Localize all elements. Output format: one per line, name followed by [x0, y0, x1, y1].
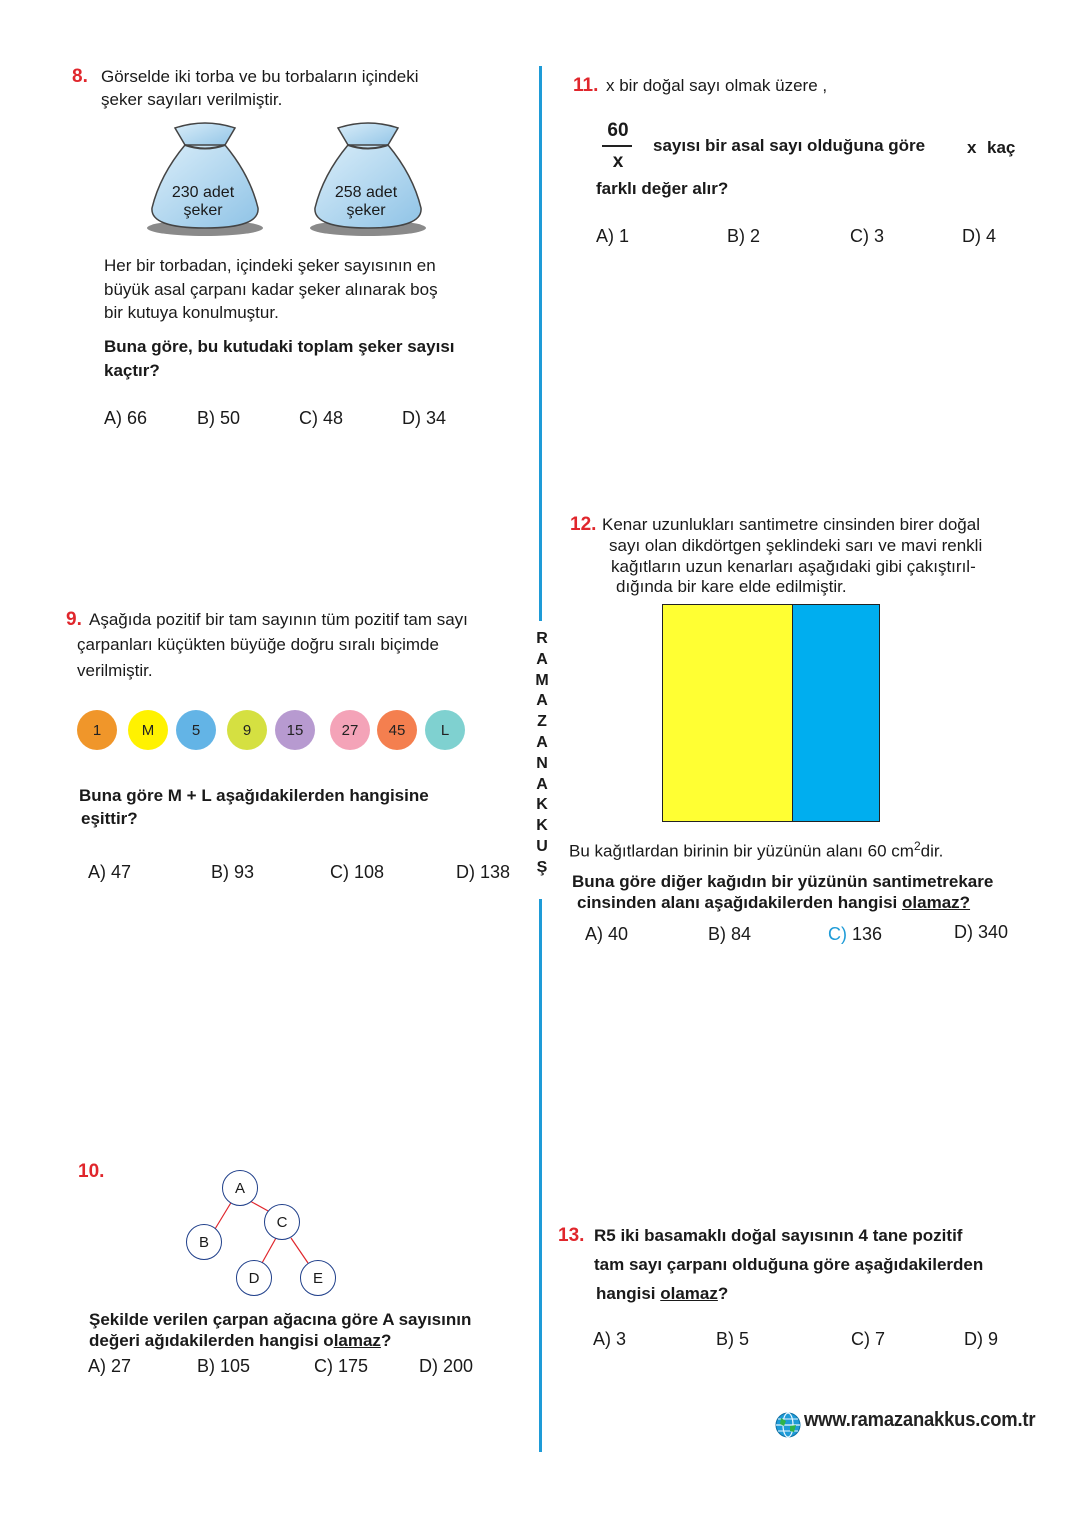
q12-option-c[interactable]	[828, 924, 882, 945]
q11-option-a[interactable]: A) 1	[596, 226, 630, 246]
vertical-brand-letter: M	[535, 671, 549, 689]
q11-fraction-denominator: x	[612, 151, 624, 172]
q8-body-line2: büyük asal çarpanı kadar şeker alınarak boş	[104, 280, 438, 299]
q8-option-d[interactable]: D) 34	[402, 408, 447, 428]
q12-text-line2: sayı olan dikdörtgen şeklindeki sarı ve mavi renkli	[609, 536, 983, 555]
q9-text-line3: verilmiştir.	[77, 661, 153, 680]
q8-body-line1: Her bir torbadan, içindeki şeker sayısının en	[104, 256, 436, 275]
q13-option-b[interactable]: B) 5	[716, 1329, 750, 1349]
q11-variable-x: x	[967, 138, 977, 157]
q9-text-line1: Aşağıda pozitif bir tam sayının tüm pozitif tam sayı	[89, 610, 468, 629]
q8-number: 8.	[72, 66, 88, 87]
q10-option-b[interactable]: B) 105	[197, 1356, 251, 1376]
q12-area-superscript: 2	[913, 839, 921, 853]
q12-option-b[interactable]: B) 84	[708, 924, 752, 944]
q8-text-line1: Görselde iki torba ve bu torbaların içindeki	[101, 67, 419, 86]
q9-question-line2: eşittir?	[81, 809, 138, 828]
q11-text-kac: kaç	[987, 138, 1016, 157]
tree-node-b: B	[186, 1224, 222, 1260]
q13-option-c[interactable]: C) 7	[851, 1329, 886, 1349]
vertical-brand-letter: A	[536, 650, 548, 668]
q8-option-b[interactable]: B) 50	[197, 408, 241, 428]
q8-text-line2: şeker sayıları verilmiştir.	[101, 90, 283, 109]
yellow-paper	[662, 604, 793, 822]
divisor-ball-5: 15	[275, 710, 315, 750]
q10-option-c[interactable]: C) 175	[314, 1356, 369, 1376]
q12-underlined-word: olamaz?	[902, 893, 971, 912]
q13-option-a[interactable]: A) 3	[593, 1329, 627, 1349]
divisor-ball-3: 5	[176, 710, 216, 750]
q11-option-b[interactable]: B) 2	[727, 226, 761, 246]
bag1-label-line1: 230 adet	[171, 184, 235, 201]
q9-question-line1: Buna göre M + L aşağıdakilerden hangisine	[79, 786, 429, 805]
vertical-brand-letter: A	[536, 775, 548, 793]
q9-option-c[interactable]: C) 108	[330, 862, 385, 882]
vertical-brand-letter: K	[536, 796, 548, 814]
q13-number: 13.	[558, 1225, 585, 1246]
q12-option-d-value: 340	[978, 922, 1009, 942]
q8-option-a[interactable]: A) 66	[104, 408, 148, 428]
q12-text-line4: dığında bir kare elde edilmiştir.	[616, 577, 847, 596]
q12-text-line3: kağıtların uzun kenarları aşağıdaki gibi çakıştırıl-	[611, 557, 976, 576]
q12-area-text-end: dir.	[920, 841, 944, 861]
divisor-ball-8: L	[425, 710, 465, 750]
website-link[interactable]: www.ramazanakkus.com.tr	[804, 1409, 1036, 1431]
q10-question-line2	[89, 1330, 391, 1352]
q8-body-line3: bir kutuya konulmuştur.	[104, 303, 279, 322]
q12-question-text: cinsinden alanı aşağıdakilerden hangisi	[577, 893, 898, 912]
q11-number: 11.	[573, 75, 599, 96]
q12-option-c-letter: C)	[828, 924, 847, 944]
q9-text-line2: çarpanları küçükten büyüğe doğru sıralı biçimde	[77, 635, 439, 654]
q13-underlined-word: olamaz	[660, 1284, 718, 1303]
q13-text-line2: tam sayı çarpanı olduğuna göre aşağıdakilerden	[594, 1255, 984, 1274]
blue-paper	[792, 604, 880, 822]
vertical-brand-letter: A	[536, 692, 548, 710]
q12-text-line1: Kenar uzunlukları santimetre cinsinden birer doğal	[602, 515, 980, 534]
q9-option-a[interactable]: A) 47	[88, 862, 132, 882]
bag2-label-line2: şeker	[346, 202, 386, 219]
q10-question-text: değeri ağıdakilerden hangisi o	[89, 1331, 334, 1350]
q12-option-d[interactable]	[954, 922, 1008, 943]
q12-option-d-letter: D)	[954, 922, 973, 942]
q11-text-line1: x bir doğal sayı olmak üzere ,	[606, 76, 828, 95]
q13-text-line3	[596, 1283, 728, 1305]
q11-text-line3: farklı değer alır?	[596, 179, 729, 198]
q10-option-a[interactable]: A) 27	[88, 1356, 132, 1376]
q11-option-d[interactable]: D) 4	[962, 226, 997, 246]
q10-underlined-word: lamaz	[333, 1331, 381, 1350]
divisor-ball-7: 45	[377, 710, 417, 750]
bag2-label-line1: 258 adet	[334, 184, 398, 201]
q12-area-text-main: Bu kağıtlardan birinin bir yüzünün alanı 60 cm	[569, 841, 914, 861]
divisor-ball-4: 9	[227, 710, 267, 750]
q8-option-c[interactable]: C) 48	[299, 408, 344, 428]
q12-option-a[interactable]: A) 40	[585, 924, 629, 944]
q12-area-text	[569, 835, 943, 863]
q13-question-mark: ?	[717, 1284, 729, 1303]
q11-fraction-bar	[602, 145, 632, 147]
q10-question-line1: Şekilde verilen çarpan ağacına göre A sayısının	[89, 1310, 472, 1329]
globe-icon	[775, 1412, 801, 1438]
bag1-label-line2: şeker	[183, 202, 223, 219]
vertical-brand-letter: A	[536, 734, 548, 751]
tree-node-c: C	[264, 1204, 300, 1240]
q11-fraction-numerator: 60	[607, 120, 629, 141]
q12-option-c-value: 136	[852, 924, 883, 944]
vertical-brand-letter: K	[536, 817, 548, 835]
q11-text-line2: sayısı bir asal sayı olduğuna göre	[653, 136, 926, 155]
q10-option-d[interactable]: D) 200	[419, 1356, 474, 1376]
q12-question-line1: Buna göre diğer kağıdın bir yüzünün santimetrekare	[572, 872, 994, 891]
q8-question-line2: kaçtır?	[104, 361, 160, 380]
divisor-ball-6: 27	[330, 710, 370, 750]
q11-option-c[interactable]: C) 3	[850, 226, 885, 246]
vertical-brand-letter: Z	[537, 713, 547, 731]
vertical-brand-letter: Ş	[536, 858, 548, 876]
q13-option-d[interactable]: D) 9	[964, 1329, 999, 1349]
q10-number: 10.	[78, 1161, 105, 1182]
vertical-brand-letter: R	[536, 630, 548, 647]
q13-text-hangisi: hangisi	[596, 1284, 656, 1303]
q9-option-d[interactable]: D) 138	[456, 862, 511, 882]
q13-text-line1: R5 iki basamaklı doğal sayısının 4 tane pozitif	[594, 1226, 963, 1245]
divisor-ball-1: 1	[77, 710, 117, 750]
tree-node-a: A	[222, 1170, 258, 1206]
tree-node-d: D	[236, 1260, 272, 1296]
q9-option-b[interactable]: B) 93	[211, 862, 255, 882]
divisor-ball-2: M	[128, 710, 168, 750]
q8-question-line1: Buna göre, bu kutudaki toplam şeker sayısı	[104, 337, 455, 356]
q9-number: 9.	[66, 609, 82, 630]
vertical-brand-letter: U	[536, 838, 548, 855]
tree-node-e: E	[300, 1260, 336, 1296]
q12-question-line2	[577, 892, 970, 914]
q10-question-mark: ?	[380, 1331, 392, 1350]
vertical-brand-letter: N	[536, 754, 548, 772]
q12-number: 12.	[570, 514, 597, 535]
